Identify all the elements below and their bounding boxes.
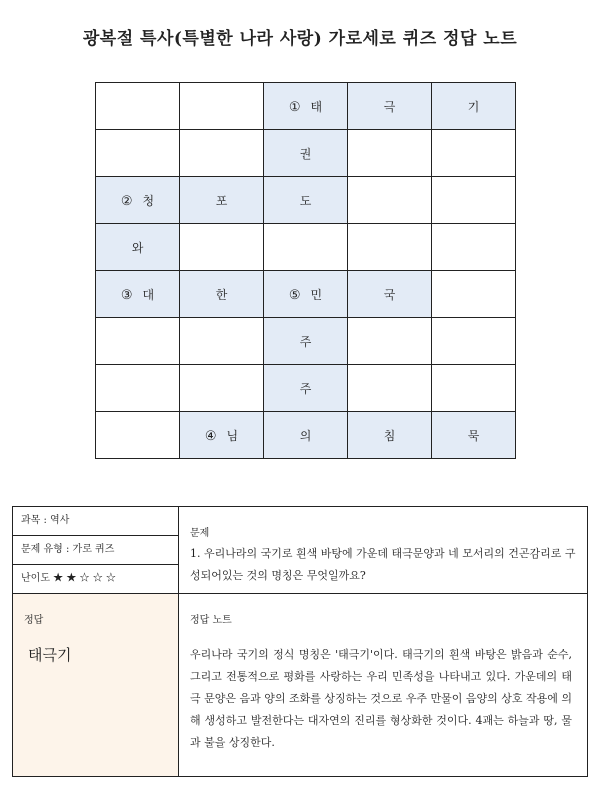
answer-heading: 정답 xyxy=(24,615,44,626)
grid-letter: 국 xyxy=(383,287,396,302)
grid-cell xyxy=(432,130,516,177)
grid-row xyxy=(96,130,516,177)
grid-letter: 주 xyxy=(299,381,312,396)
grid-letter: 주 xyxy=(299,334,312,349)
grid-letter: 의 xyxy=(299,428,312,443)
question-text: 1. 우리나라의 국기로 흰색 바탕에 가운데 태극문양과 네 모서리의 건곤감리로 구성되어있는 것의 명칭은 무엇일까요? xyxy=(190,547,576,582)
grid-cell xyxy=(264,83,348,130)
grid-cell xyxy=(348,177,432,224)
clue-number: ① xyxy=(288,99,301,115)
grid-cell xyxy=(180,130,264,177)
grid-cell xyxy=(348,365,432,412)
grid-row xyxy=(96,412,516,459)
grid-letter: 도 xyxy=(299,193,312,208)
grid-cell xyxy=(432,412,516,459)
grid-cell xyxy=(432,224,516,271)
grid-letter: 기 xyxy=(467,99,480,114)
page-title: 광복절 특사(특별한 나라 사랑) 가로세로 퀴즈 정답 노트 xyxy=(82,29,518,49)
grid-letter: 침 xyxy=(383,428,396,443)
grid-cell xyxy=(432,271,516,318)
question-heading: 문제 xyxy=(190,528,210,539)
grid-cell xyxy=(348,271,432,318)
grid-cell xyxy=(180,83,264,130)
difficulty-label: 난이도 ★ ★ ☆ ☆ ☆ xyxy=(21,573,116,584)
grid-cell xyxy=(180,412,264,459)
grid-row xyxy=(96,224,516,271)
grid-cell xyxy=(264,271,348,318)
subject-label: 과목 : 역사 xyxy=(13,507,178,536)
grid-cell xyxy=(96,318,180,365)
explanation-cell xyxy=(179,594,588,777)
grid-letter: 한 xyxy=(215,287,228,302)
grid-cell xyxy=(264,365,348,412)
grid-cell xyxy=(348,412,432,459)
grid-cell xyxy=(180,365,264,412)
grid-row xyxy=(96,83,516,130)
grid-cell xyxy=(264,177,348,224)
grid-cell xyxy=(264,224,348,271)
answer-cell xyxy=(13,594,179,777)
grid-cell xyxy=(96,130,180,177)
grid-row xyxy=(96,271,516,318)
grid-cell xyxy=(348,224,432,271)
grid-letter: 청 xyxy=(142,193,155,208)
grid-cell xyxy=(96,271,180,318)
grid-letter: 묵 xyxy=(467,428,480,443)
grid-cell xyxy=(264,318,348,365)
grid-cell xyxy=(96,224,180,271)
grid-cell xyxy=(180,177,264,224)
grid-letter: 님 xyxy=(226,428,239,443)
explanation-heading: 정답 노트 xyxy=(190,615,232,626)
grid-cell xyxy=(432,177,516,224)
grid-row xyxy=(96,365,516,412)
grid-cell xyxy=(348,83,432,130)
grid-cell xyxy=(180,318,264,365)
explanation-text: 우리나라 국기의 정식 명칭은 '태극기'이다. 태극기의 흰색 바탕은 밝음과 순수, 그리고 전통적으로 평화를 사랑하는 우리 민족성을 나타내고 있다. 가운데의 태극 문양은 음과 양의 조화를 상징하는 것으로 우주 만물이 음양의 상호 작용에 의해 생성하고 발전한다는 대자연의 진리를 형상화한 것이다. 4괘는 하늘과 땅, 물과 불을 상징한다. xyxy=(190,648,572,749)
grid-row xyxy=(96,177,516,224)
grid-cell xyxy=(180,271,264,318)
crossword-grid xyxy=(95,82,516,459)
grid-letter: 와 xyxy=(131,240,144,255)
grid-letter: 권 xyxy=(299,146,312,161)
grid-row xyxy=(96,318,516,365)
grid-cell xyxy=(432,318,516,365)
grid-cell xyxy=(348,130,432,177)
clue-number: ⑤ xyxy=(288,287,301,303)
grid-cell xyxy=(96,177,180,224)
grid-cell xyxy=(96,83,180,130)
grid-cell xyxy=(264,130,348,177)
question-cell xyxy=(179,507,588,594)
grid-cell xyxy=(96,365,180,412)
grid-letter: 포 xyxy=(215,193,228,208)
grid-cell xyxy=(432,365,516,412)
answer-note-table xyxy=(12,506,588,777)
answer-value: 태극기 xyxy=(28,646,72,664)
grid-letter: 태 xyxy=(310,99,323,114)
grid-letter: 민 xyxy=(310,287,323,302)
grid-cell xyxy=(264,412,348,459)
meta-cell xyxy=(13,507,179,594)
clue-number: ④ xyxy=(204,428,217,444)
clue-number: ② xyxy=(120,193,133,209)
grid-cell xyxy=(348,318,432,365)
grid-cell xyxy=(180,224,264,271)
grid-cell xyxy=(432,83,516,130)
grid-cell xyxy=(96,412,180,459)
question-type-label: 문제 유형 : 가로 퀴즈 xyxy=(13,536,178,565)
clue-number: ③ xyxy=(120,287,133,303)
grid-letter: 극 xyxy=(383,99,396,114)
grid-letter: 대 xyxy=(142,287,155,302)
